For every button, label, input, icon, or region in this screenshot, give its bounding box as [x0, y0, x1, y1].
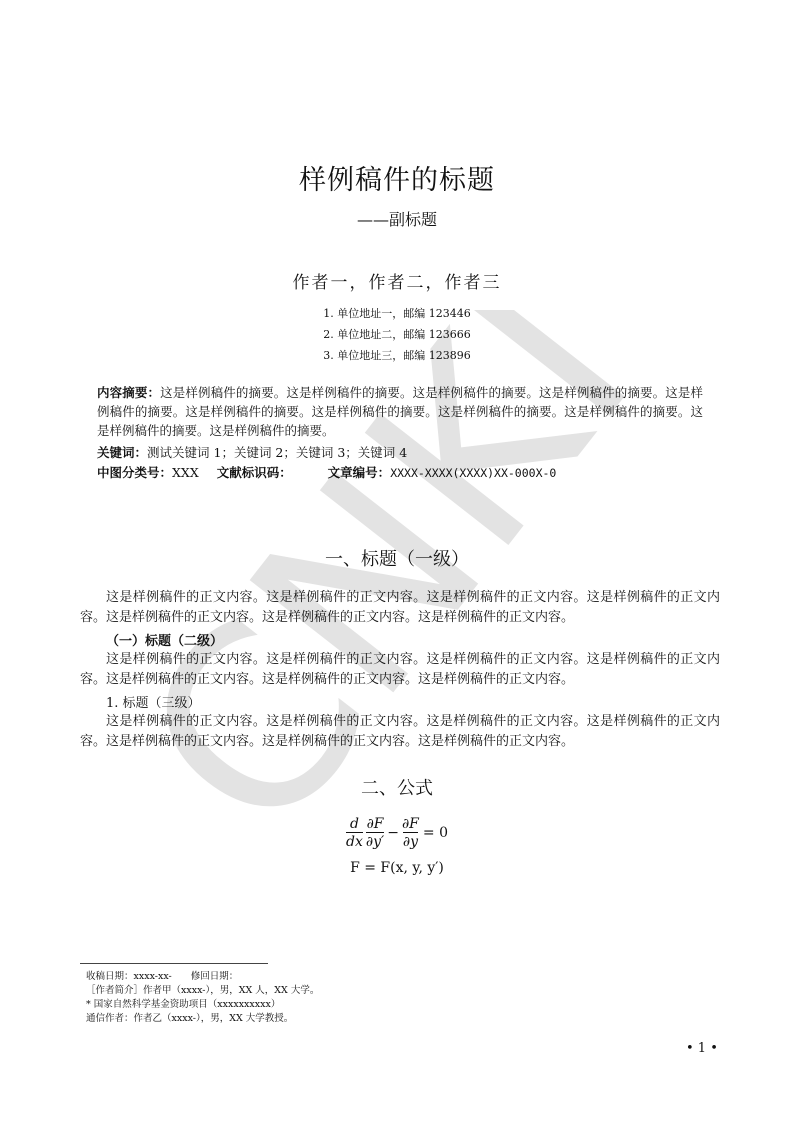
- section-heading-2: 二、公式: [361, 778, 433, 799]
- affiliation-item: 3. 单位地址三，邮编 123896: [323, 349, 471, 362]
- author-list: 作者一，作者二，作者三: [292, 273, 502, 293]
- affiliation-item: 1. 单位地址一，邮编 123446: [323, 307, 471, 320]
- footnote-divider: [80, 963, 268, 964]
- body-paragraph: 这是样例稿件的正文内容。这是样例稿件的正文内容。这是样例稿件的正文内容。这是样例稿件的正文内容。这是样例稿件的正文内容。这是样例稿件的正文内容。这是样例稿件的正文内容。: [80, 714, 720, 749]
- affiliation-list: [0, 303, 794, 366]
- footnote-funding: * 国家自然科学基金资助项目（xxxxxxxxxx）: [86, 999, 281, 1010]
- abstract: [97, 383, 703, 440]
- fraction-dF-dy-prime: [366, 816, 384, 850]
- subsection-heading-2: （一）标题（二级）: [106, 634, 224, 649]
- keywords: [97, 444, 717, 462]
- fraction-d-dx: [346, 816, 363, 850]
- abstract-label: 内容摘要：: [97, 385, 161, 400]
- svg-text:CNKI: CNKI: [150, 310, 650, 830]
- clc-label: 中图分类号：: [97, 465, 173, 480]
- classification-line: [97, 464, 717, 482]
- equation-euler-lagrange: [0, 816, 794, 850]
- fraction-dF-dy: [402, 816, 419, 850]
- doc-code-label: 文献标识码：: [216, 465, 292, 480]
- footnote-dates: 收稿日期：xxxx-xx- 修回日期：: [86, 971, 239, 982]
- paper-subtitle: ——副标题: [356, 210, 437, 229]
- body-paragraph: 这是样例稿件的正文内容。这是样例稿件的正文内容。这是样例稿件的正文内容。这是样例稿件的正文内容。这是样例稿件的正文内容。这是样例稿件的正文内容。这是样例稿件的正文内容。: [80, 590, 720, 625]
- article-no-label: 文章编号：: [327, 465, 391, 480]
- subsubsection-heading-3: 1. 标题（三级）: [106, 696, 201, 711]
- article-no-value: XXXX-XXXX(XXXX)XX-000X-0: [390, 466, 557, 480]
- footnote-corresponding-author: 通信作者：作者乙（xxxx-），男，XX 大学教授。: [86, 1013, 294, 1024]
- page-number: • 1 •: [686, 1041, 718, 1056]
- equals-zero: = 0: [422, 825, 448, 841]
- keywords-text: 测试关键词 1；关键词 2；关键词 3；关键词 4: [147, 445, 408, 460]
- clc-value: XXX: [172, 465, 199, 480]
- keywords-label: 关键词：: [97, 445, 148, 460]
- equation-F-definition: F = F(x, y, y′): [350, 860, 444, 876]
- footnotes: [86, 970, 319, 1026]
- body-paragraph: 这是样例稿件的正文内容。这是样例稿件的正文内容。这是样例稿件的正文内容。这是样例稿件的正文内容。这是样例稿件的正文内容。这是样例稿件的正文内容。这是样例稿件的正文内容。: [80, 652, 720, 687]
- affiliation-item: 2. 单位地址二，邮编 123666: [323, 328, 471, 341]
- paper-title: 样例稿件的标题: [299, 165, 495, 196]
- numerator: ∂F: [366, 816, 384, 832]
- footnote-author-bio: ［作者简介］作者甲（xxxx-），男，XX 人，XX 大学。: [86, 985, 320, 996]
- section-heading-1: 一、标题（一级）: [325, 549, 469, 570]
- denominator: ∂y′: [365, 834, 385, 850]
- abstract-text: 这是样例稿件的摘要。这是样例稿件的摘要。这是样例稿件的摘要。这是样例稿件的摘要。这是样例稿件的摘要。这是样例稿件的摘要。这是样例稿件的摘要。这是样例稿件的摘要。这是样例稿件的摘要。这是样例稿件的摘要。这是样例稿件的摘要。: [97, 385, 703, 438]
- numerator: d: [349, 816, 359, 832]
- denominator: dx: [346, 834, 363, 850]
- minus-sign: −: [387, 825, 399, 841]
- numerator: ∂F: [401, 816, 419, 832]
- denominator: ∂y: [402, 834, 418, 850]
